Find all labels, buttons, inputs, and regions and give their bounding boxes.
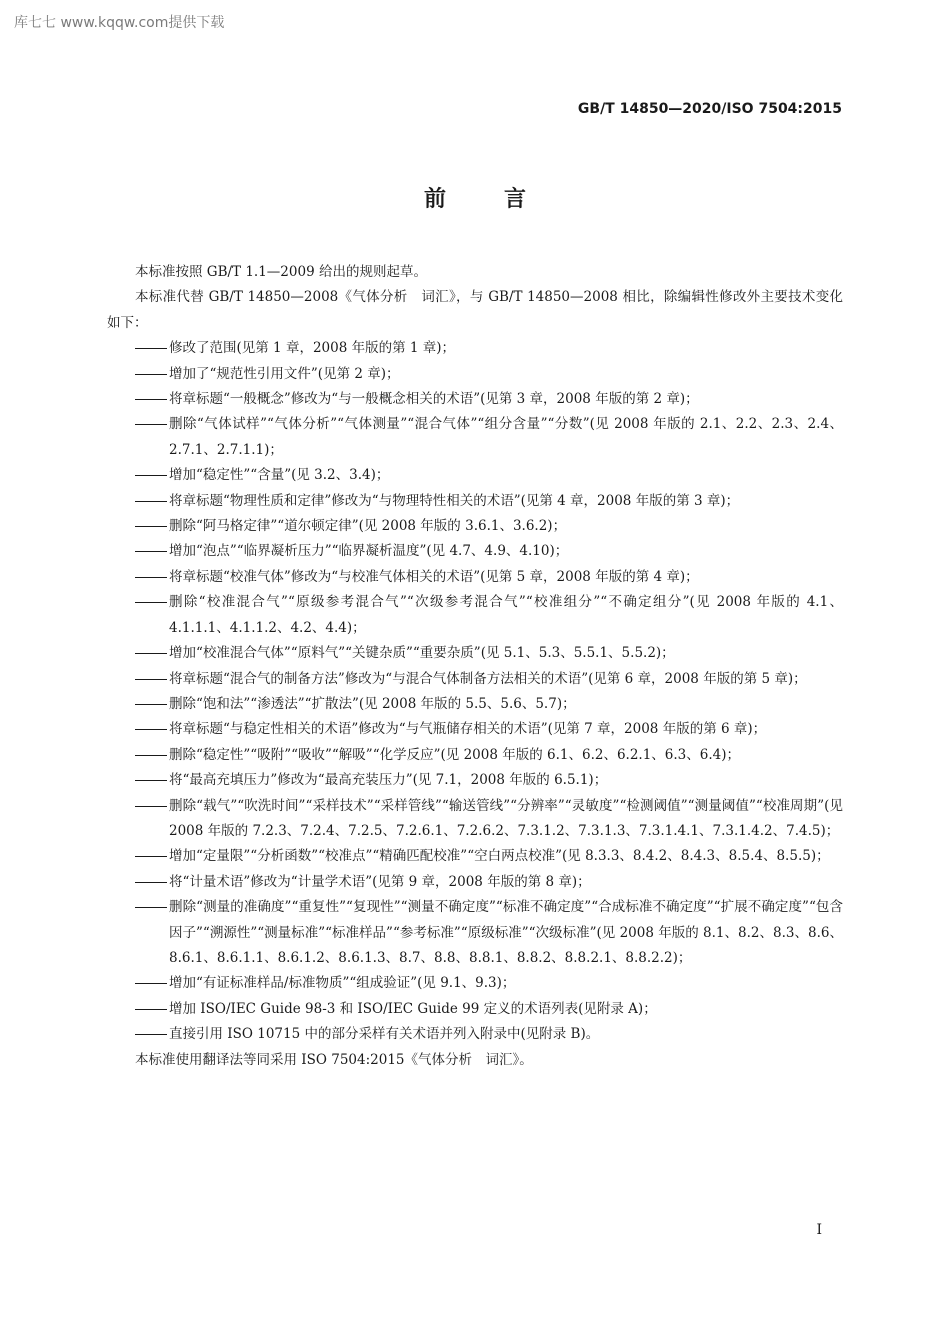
list-item (107, 997, 843, 1022)
list-item (107, 539, 843, 564)
page-number: I (816, 1222, 822, 1238)
dash-marker (135, 590, 169, 603)
change-text: 删除“校准混合气”“原级参考混合气”“次级参考混合气”“校准组分”“不确定组分”(见 2008 年版的 4.1、4.1.1.1、4.1.1.2、4.2、4.4)； (169, 594, 843, 636)
dash-marker (135, 489, 169, 502)
list-item (107, 514, 843, 539)
list-item (107, 870, 843, 895)
dash-marker (135, 641, 169, 654)
dash-marker (135, 667, 169, 680)
change-text: 增加“有证标准样品/标准物质”“组成验证”(见 9.1、9.3)； (169, 975, 516, 992)
change-text: 删除“阿马格定律”“道尔顿定律”(见 2008 年版的 3.6.1、3.6.2)； (169, 518, 567, 535)
dash-marker (135, 539, 169, 552)
list-item (107, 336, 843, 361)
dash-marker (135, 387, 169, 400)
dash-marker (135, 870, 169, 883)
list-item (107, 463, 843, 488)
list-item (107, 362, 843, 387)
change-text: 将“最高充填压力”修改为“最高充装压力”(见 7.1，2008 年版的 6.5.1)； (169, 772, 608, 789)
change-text: 将章标题“与稳定性相关的术语”修改为“与气瓶储存相关的术语”(见第 7 章，2008 年版的第 6 章)； (169, 721, 767, 738)
changes-list (107, 336, 843, 1047)
dash-marker (135, 794, 169, 807)
change-text: 修改了范围(见第 1 章，2008 年版的第 1 章)； (169, 340, 456, 357)
dash-marker (135, 362, 169, 375)
list-item (107, 489, 843, 514)
list-item (107, 641, 843, 666)
watermark-text: 库七七 www.kqqw.com提供下载 (14, 15, 225, 31)
change-text: 增加“泡点”“临界凝析压力”“临界凝析温度”(见 4.7、4.9、4.10)； (169, 543, 569, 560)
list-item (107, 387, 843, 412)
change-text: 增加“定量限”“分析函数”“校准点”“精确匹配校准”“空白两点校准”(见 8.3.3、8.4.2、8.4.3、8.5.4、8.5.5)； (169, 848, 830, 865)
change-text: 将“计量术语”修改为“计量学术语”(见第 9 章，2008 年版的第 8 章)； (169, 873, 591, 890)
list-item (107, 768, 843, 793)
dash-marker (135, 514, 169, 527)
change-text: 将章标题“混合气的制备方法”修改为“与混合气体制备方法相关的术语”(见第 6 章，2008 年版的第 5 章)； (169, 670, 807, 687)
list-item (107, 743, 843, 768)
dash-marker (135, 971, 169, 984)
change-text: 删除“气体试样”“气体分析”“气体测量”“混合气体”“组分含量”“分数”(见 2008 年版的 2.1、2.2、2.3、2.4、2.7.1、2.7.1.1)； (169, 416, 843, 458)
dash-marker (135, 412, 169, 425)
list-item (107, 412, 843, 463)
page-title: 前言 (423, 187, 584, 212)
list-item (107, 794, 843, 845)
dash-marker (135, 336, 169, 349)
change-text: 删除“载气”“吹洗时间”“采样技术”“采样管线”“输送管线”“分辨率”“灵敏度”“检测阈值”“测量阈值”“校准周期”(见 2008 年版的 7.2.3、7.2.4、7.2.5、7.2.6.1、7.2.6.2、7.3.1.2、7.3.1.3、7.3.1.4.1、7.3.1.4.2、7.4.5)； (169, 797, 843, 839)
dash-marker (135, 768, 169, 781)
list-item (107, 1022, 843, 1047)
dash-marker (135, 997, 169, 1010)
dash-marker (135, 1022, 169, 1035)
paragraph-closing: 本标准使用翻译法等同采用 ISO 7504:2015《气体分析 词汇》。 (135, 1051, 533, 1068)
dash-marker (135, 895, 169, 908)
change-text: 直接引用 ISO 10715 中的部分采样有关术语并列入附录中(见附录 B)。 (169, 1026, 600, 1043)
change-text: 删除“饱和法”“渗透法”“扩散法”(见 2008 年版的 5.5、5.6、5.7)； (169, 695, 576, 712)
change-text: 增加“稳定性”“含量”(见 3.2、3.4)； (169, 467, 390, 484)
list-item (107, 565, 843, 590)
list-item (107, 895, 843, 971)
paragraph-intro: 本标准按照 GB/T 1.1—2009 给出的规则起草。 (135, 264, 427, 280)
change-text: 删除“稳定性”“吸附”“吸收”“解吸”“化学反应”(见 2008 年版的 6.1、6.2、6.2.1、6.3、6.4)； (169, 746, 741, 763)
list-item (107, 667, 843, 692)
paragraph-replace: 本标准代替 GB/T 14850—2008《气体分析 词汇》，与 GB/T 14850—2008 相比，除编辑性修改外主要技术变化如下： (107, 289, 843, 331)
dash-marker (135, 717, 169, 730)
change-text: 增加了“规范性引用文件”(见第 2 章)； (169, 365, 400, 382)
dash-marker (135, 692, 169, 705)
list-item (107, 590, 843, 641)
dash-marker (135, 463, 169, 476)
list-item (107, 692, 843, 717)
dash-marker (135, 743, 169, 756)
dash-marker (135, 565, 169, 578)
change-text: 将章标题“一般概念”修改为“与一般概念相关的术语”(见第 3 章，2008 年版的第 2 章)； (169, 391, 699, 408)
change-text: 将章标题“物理性质和定律”修改为“与物理特性相关的术语”(见第 4 章，2008 年版的第 3 章)； (169, 492, 740, 509)
dash-marker (135, 844, 169, 857)
change-text: 增加“校准混合气体”“原料气”“关键杂质”“重要杂质”(见 5.1、5.3、5.5.1、5.5.2)； (169, 645, 675, 662)
list-item (107, 717, 843, 742)
change-text: 增加 ISO/IEC Guide 98-3 和 ISO/IEC Guide 99 定义的术语列表(见附录 A)； (169, 1000, 657, 1017)
change-text: 将章标题“校准气体”修改为“与校准气体相关的术语”(见第 5 章，2008 年版的第 4 章)； (169, 568, 699, 585)
list-item (107, 971, 843, 996)
list-item (107, 844, 843, 869)
preface-body (107, 260, 843, 1073)
change-text: 删除“测量的准确度”“重复性”“复现性”“测量不确定度”“标准不确定度”“合成标准不确定度”“扩展不确定度”“包含因子”“溯源性”“测量标准”“标准样品”“参考标准”“原级标准”“次级标准”(见 2008 年版的 8.1、8.2、8.3、8.6、8.6.1、8.6.1.1、8.6.1.2、8.6.1.3、8.7、8.8、8.8.1、8.8.2、8.8.2.1、8.8.2.2)； (169, 899, 843, 966)
standard-code: GB/T 14850—2020/ISO 7504:2015 (577, 101, 842, 117)
